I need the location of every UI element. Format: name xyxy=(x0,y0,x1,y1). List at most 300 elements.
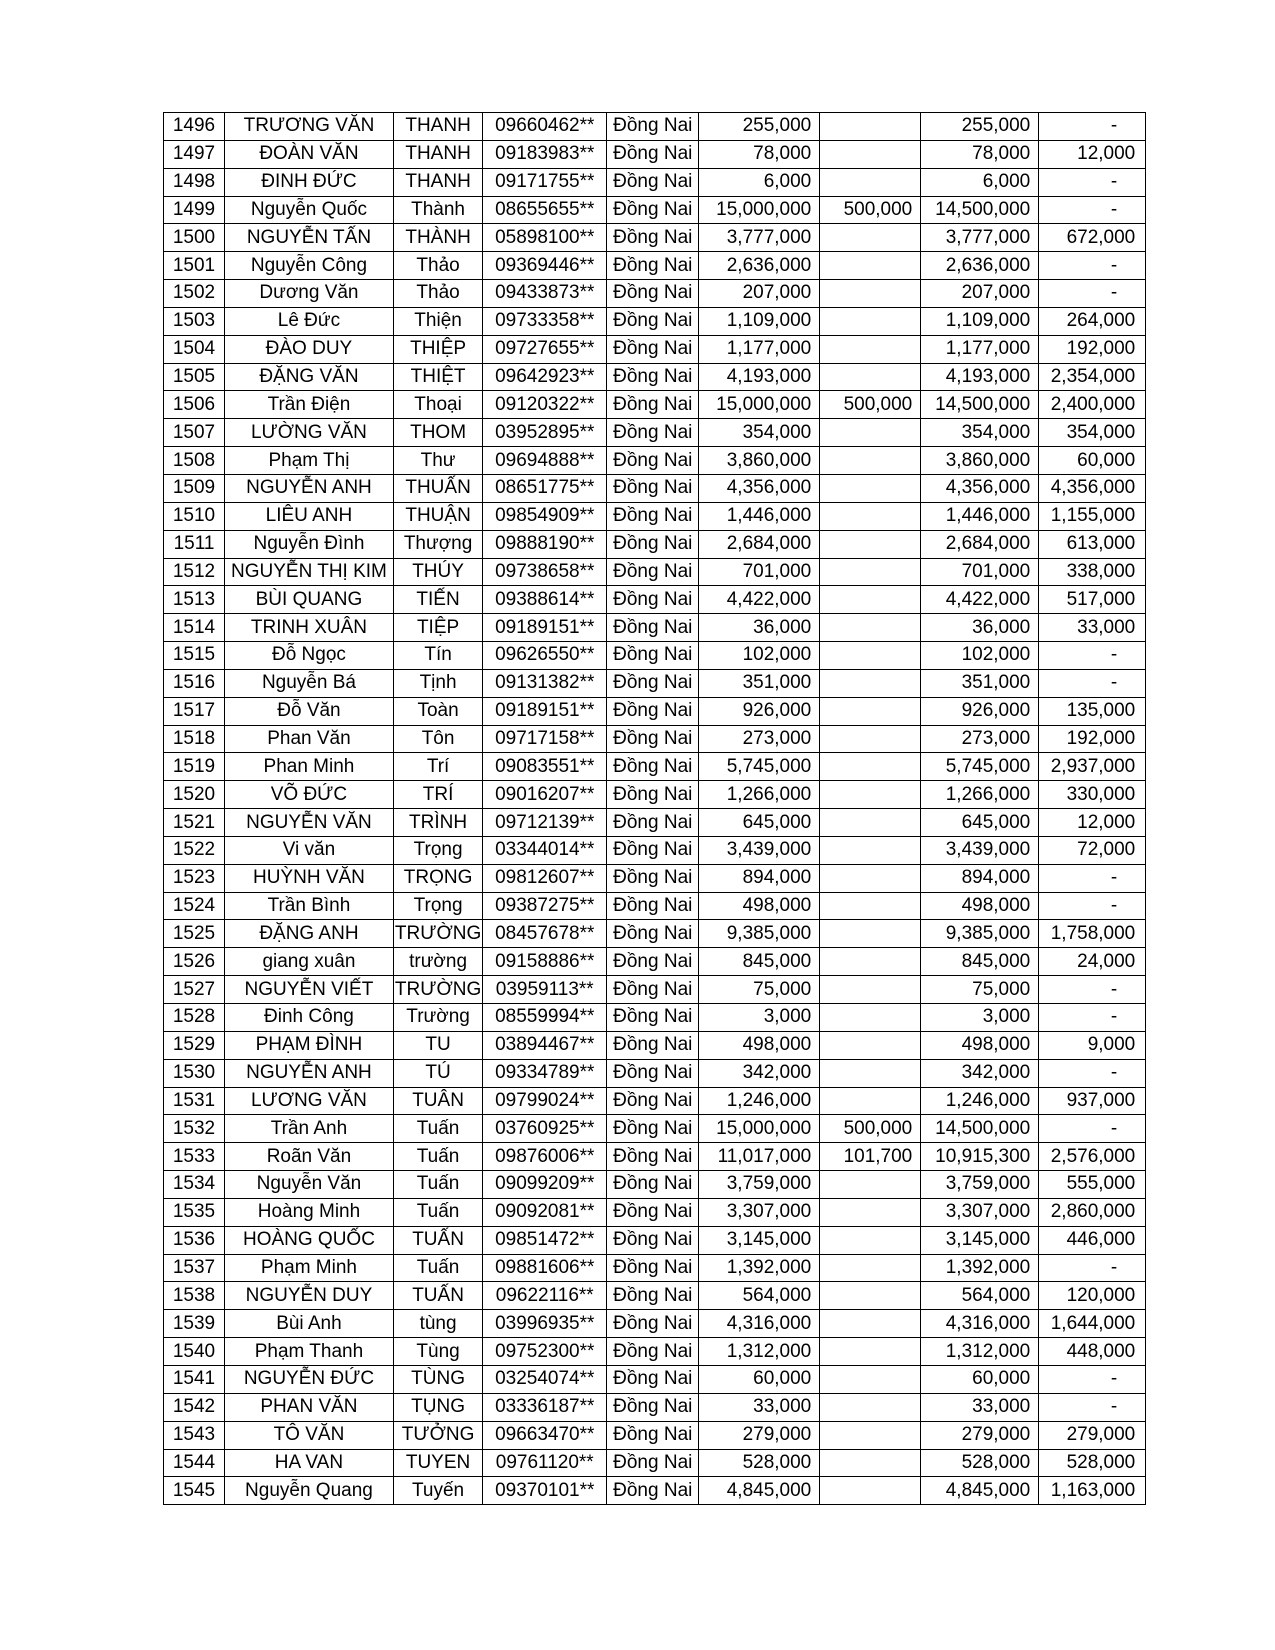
amount-cell: 15,000,000 xyxy=(699,1115,820,1143)
amount-cell: 1,266,000 xyxy=(699,781,820,809)
net-amount-cell: 14,500,000 xyxy=(921,391,1039,419)
first-name-cell: TIỆP xyxy=(393,614,482,642)
remaining-cell: - xyxy=(1039,1254,1146,1282)
table-row xyxy=(164,1198,1146,1226)
last-middle-name-cell: Nguyễn Đình xyxy=(225,530,394,558)
first-name-cell: THUẬN xyxy=(393,502,482,530)
remaining-cell: - xyxy=(1039,168,1146,196)
row-number-cell: 1524 xyxy=(164,892,225,920)
remaining-cell: 2,354,000 xyxy=(1039,363,1146,391)
table-row xyxy=(164,1338,1146,1366)
deduction-cell xyxy=(820,1031,921,1059)
deduction-cell xyxy=(820,335,921,363)
table-row xyxy=(164,614,1146,642)
last-middle-name-cell: Phạm Thanh xyxy=(225,1338,394,1366)
last-middle-name-cell: Trần Bình xyxy=(225,892,394,920)
last-middle-name-cell: TRINH XUÂN xyxy=(225,614,394,642)
amount-cell: 9,385,000 xyxy=(699,920,820,948)
row-number-cell: 1537 xyxy=(164,1254,225,1282)
amount-cell: 3,307,000 xyxy=(699,1198,820,1226)
first-name-cell: TÙNG xyxy=(393,1365,482,1393)
last-middle-name-cell: ĐẶNG ANH xyxy=(225,920,394,948)
remaining-cell: 4,356,000 xyxy=(1039,474,1146,502)
table-row xyxy=(164,196,1146,224)
remaining-cell: 1,758,000 xyxy=(1039,920,1146,948)
last-middle-name-cell: ĐINH ĐỨC xyxy=(225,168,394,196)
province-cell: Đồng Nai xyxy=(607,1477,699,1505)
phone-cell: 09388614** xyxy=(483,586,607,614)
first-name-cell: TU xyxy=(393,1031,482,1059)
table-row xyxy=(164,224,1146,252)
amount-cell: 498,000 xyxy=(699,892,820,920)
row-number-cell: 1517 xyxy=(164,697,225,725)
table-row xyxy=(164,1115,1146,1143)
last-middle-name-cell: ĐOÀN VĂN xyxy=(225,140,394,168)
last-middle-name-cell: PHAN VĂN xyxy=(225,1393,394,1421)
phone-cell: 09092081** xyxy=(483,1198,607,1226)
row-number-cell: 1527 xyxy=(164,976,225,1004)
net-amount-cell: 645,000 xyxy=(921,809,1039,837)
net-amount-cell: 926,000 xyxy=(921,697,1039,725)
last-middle-name-cell: NGUYỄN THỊ KIM xyxy=(225,558,394,586)
table-row xyxy=(164,725,1146,753)
phone-cell: 09183983** xyxy=(483,140,607,168)
remaining-cell: 2,860,000 xyxy=(1039,1198,1146,1226)
first-name-cell: Tuấn xyxy=(393,1115,482,1143)
row-number-cell: 1542 xyxy=(164,1393,225,1421)
last-middle-name-cell: VÕ ĐỨC xyxy=(225,781,394,809)
deduction-cell xyxy=(820,920,921,948)
row-number-cell: 1522 xyxy=(164,836,225,864)
deduction-cell xyxy=(820,419,921,447)
table-row xyxy=(164,1282,1146,1310)
row-number-cell: 1545 xyxy=(164,1477,225,1505)
row-number-cell: 1535 xyxy=(164,1198,225,1226)
row-number-cell: 1536 xyxy=(164,1226,225,1254)
table-row xyxy=(164,1087,1146,1115)
row-number-cell: 1530 xyxy=(164,1059,225,1087)
last-middle-name-cell: Phạm Thị xyxy=(225,447,394,475)
net-amount-cell: 3,439,000 xyxy=(921,836,1039,864)
row-number-cell: 1514 xyxy=(164,614,225,642)
amount-cell: 102,000 xyxy=(699,642,820,670)
net-amount-cell: 4,316,000 xyxy=(921,1310,1039,1338)
remaining-cell: 338,000 xyxy=(1039,558,1146,586)
remaining-cell: - xyxy=(1039,976,1146,1004)
remaining-cell: - xyxy=(1039,196,1146,224)
first-name-cell: Tín xyxy=(393,642,482,670)
table-row xyxy=(164,447,1146,475)
phone-cell: 09158886** xyxy=(483,948,607,976)
table-row xyxy=(164,113,1146,141)
first-name-cell: THÚY xyxy=(393,558,482,586)
province-cell: Đồng Nai xyxy=(607,1254,699,1282)
phone-cell: 09626550** xyxy=(483,642,607,670)
net-amount-cell: 1,246,000 xyxy=(921,1087,1039,1115)
row-number-cell: 1521 xyxy=(164,809,225,837)
data-table xyxy=(163,112,1146,1505)
deduction-cell xyxy=(820,558,921,586)
remaining-cell: 192,000 xyxy=(1039,725,1146,753)
last-middle-name-cell: Lê Đức xyxy=(225,307,394,335)
deduction-cell xyxy=(820,252,921,280)
deduction-cell xyxy=(820,809,921,837)
table-row xyxy=(164,280,1146,308)
row-number-cell: 1511 xyxy=(164,530,225,558)
net-amount-cell: 3,777,000 xyxy=(921,224,1039,252)
phone-cell: 09876006** xyxy=(483,1143,607,1171)
last-middle-name-cell: Dương Văn xyxy=(225,280,394,308)
province-cell: Đồng Nai xyxy=(607,892,699,920)
last-middle-name-cell: Trần Điện xyxy=(225,391,394,419)
amount-cell: 1,312,000 xyxy=(699,1338,820,1366)
remaining-cell: 135,000 xyxy=(1039,697,1146,725)
phone-cell: 03254074** xyxy=(483,1365,607,1393)
amount-cell: 3,777,000 xyxy=(699,224,820,252)
deduction-cell xyxy=(820,1004,921,1032)
phone-cell: 08655655** xyxy=(483,196,607,224)
amount-cell: 4,193,000 xyxy=(699,363,820,391)
table-row xyxy=(164,864,1146,892)
amount-cell: 3,145,000 xyxy=(699,1226,820,1254)
amount-cell: 6,000 xyxy=(699,168,820,196)
province-cell: Đồng Nai xyxy=(607,558,699,586)
deduction-cell xyxy=(820,1059,921,1087)
row-number-cell: 1499 xyxy=(164,196,225,224)
remaining-cell: 72,000 xyxy=(1039,836,1146,864)
province-cell: Đồng Nai xyxy=(607,1004,699,1032)
first-name-cell: TUẤN xyxy=(393,1226,482,1254)
phone-cell: 09622116** xyxy=(483,1282,607,1310)
last-middle-name-cell: NGUYỄN TẤN xyxy=(225,224,394,252)
table-row xyxy=(164,697,1146,725)
province-cell: Đồng Nai xyxy=(607,781,699,809)
net-amount-cell: 255,000 xyxy=(921,113,1039,141)
table-row xyxy=(164,140,1146,168)
province-cell: Đồng Nai xyxy=(607,976,699,1004)
first-name-cell: Trường xyxy=(393,1004,482,1032)
row-number-cell: 1497 xyxy=(164,140,225,168)
deduction-cell xyxy=(820,1449,921,1477)
net-amount-cell: 10,915,300 xyxy=(921,1143,1039,1171)
amount-cell: 342,000 xyxy=(699,1059,820,1087)
first-name-cell: THANH xyxy=(393,168,482,196)
remaining-cell: 1,644,000 xyxy=(1039,1310,1146,1338)
row-number-cell: 1518 xyxy=(164,725,225,753)
first-name-cell: Trí xyxy=(393,753,482,781)
phone-cell: 03336187** xyxy=(483,1393,607,1421)
remaining-cell: 120,000 xyxy=(1039,1282,1146,1310)
province-cell: Đồng Nai xyxy=(607,809,699,837)
deduction-cell xyxy=(820,1087,921,1115)
amount-cell: 4,422,000 xyxy=(699,586,820,614)
phone-cell: 09854909** xyxy=(483,502,607,530)
deduction-cell xyxy=(820,1226,921,1254)
amount-cell: 564,000 xyxy=(699,1282,820,1310)
first-name-cell: Thượng xyxy=(393,530,482,558)
net-amount-cell: 3,000 xyxy=(921,1004,1039,1032)
remaining-cell: 330,000 xyxy=(1039,781,1146,809)
remaining-cell: - xyxy=(1039,1393,1146,1421)
amount-cell: 33,000 xyxy=(699,1393,820,1421)
province-cell: Đồng Nai xyxy=(607,474,699,502)
deduction-cell xyxy=(820,1198,921,1226)
amount-cell: 207,000 xyxy=(699,280,820,308)
net-amount-cell: 1,109,000 xyxy=(921,307,1039,335)
province-cell: Đồng Nai xyxy=(607,1393,699,1421)
phone-cell: 09189151** xyxy=(483,614,607,642)
row-number-cell: 1509 xyxy=(164,474,225,502)
row-number-cell: 1512 xyxy=(164,558,225,586)
remaining-cell: - xyxy=(1039,642,1146,670)
province-cell: Đồng Nai xyxy=(607,1338,699,1366)
province-cell: Đồng Nai xyxy=(607,530,699,558)
remaining-cell: 1,163,000 xyxy=(1039,1477,1146,1505)
net-amount-cell: 33,000 xyxy=(921,1393,1039,1421)
row-number-cell: 1541 xyxy=(164,1365,225,1393)
first-name-cell: TIẾN xyxy=(393,586,482,614)
last-middle-name-cell: Đỗ Văn xyxy=(225,697,394,725)
row-number-cell: 1539 xyxy=(164,1310,225,1338)
row-number-cell: 1501 xyxy=(164,252,225,280)
last-middle-name-cell: ĐÀO DUY xyxy=(225,335,394,363)
last-middle-name-cell: LƯỜNG VĂN xyxy=(225,419,394,447)
deduction-cell xyxy=(820,447,921,475)
phone-cell: 08457678** xyxy=(483,920,607,948)
province-cell: Đồng Nai xyxy=(607,1143,699,1171)
last-middle-name-cell: Hoàng Minh xyxy=(225,1198,394,1226)
phone-cell: 09189151** xyxy=(483,697,607,725)
province-cell: Đồng Nai xyxy=(607,1115,699,1143)
amount-cell: 4,356,000 xyxy=(699,474,820,502)
province-cell: Đồng Nai xyxy=(607,1031,699,1059)
row-number-cell: 1540 xyxy=(164,1338,225,1366)
net-amount-cell: 9,385,000 xyxy=(921,920,1039,948)
net-amount-cell: 5,745,000 xyxy=(921,753,1039,781)
table-row xyxy=(164,530,1146,558)
row-number-cell: 1506 xyxy=(164,391,225,419)
deduction-cell xyxy=(820,725,921,753)
net-amount-cell: 75,000 xyxy=(921,976,1039,1004)
remaining-cell: 9,000 xyxy=(1039,1031,1146,1059)
last-middle-name-cell: HUỲNH VĂN xyxy=(225,864,394,892)
phone-cell: 09733358** xyxy=(483,307,607,335)
phone-cell: 09761120** xyxy=(483,1449,607,1477)
table-row xyxy=(164,252,1146,280)
net-amount-cell: 273,000 xyxy=(921,725,1039,753)
phone-cell: 09888190** xyxy=(483,530,607,558)
deduction-cell xyxy=(820,1171,921,1199)
net-amount-cell: 14,500,000 xyxy=(921,196,1039,224)
row-number-cell: 1528 xyxy=(164,1004,225,1032)
row-number-cell: 1498 xyxy=(164,168,225,196)
last-middle-name-cell: HA VAN xyxy=(225,1449,394,1477)
last-middle-name-cell: NGUYỄN DUY xyxy=(225,1282,394,1310)
last-middle-name-cell: BÙI QUANG xyxy=(225,586,394,614)
province-cell: Đồng Nai xyxy=(607,920,699,948)
table-row xyxy=(164,753,1146,781)
table-row xyxy=(164,502,1146,530)
deduction-cell xyxy=(820,892,921,920)
amount-cell: 1,109,000 xyxy=(699,307,820,335)
province-cell: Đồng Nai xyxy=(607,1087,699,1115)
remaining-cell: 672,000 xyxy=(1039,224,1146,252)
deduction-cell xyxy=(820,1365,921,1393)
first-name-cell: THÀNH xyxy=(393,224,482,252)
phone-cell: 09752300** xyxy=(483,1338,607,1366)
deduction-cell xyxy=(820,307,921,335)
amount-cell: 3,000 xyxy=(699,1004,820,1032)
table-row xyxy=(164,781,1146,809)
net-amount-cell: 498,000 xyxy=(921,1031,1039,1059)
remaining-cell: 279,000 xyxy=(1039,1421,1146,1449)
deduction-cell xyxy=(820,976,921,1004)
first-name-cell: Tuấn xyxy=(393,1171,482,1199)
first-name-cell: trường xyxy=(393,948,482,976)
phone-cell: 09727655** xyxy=(483,335,607,363)
last-middle-name-cell: Đinh Công xyxy=(225,1004,394,1032)
table-row xyxy=(164,1226,1146,1254)
first-name-cell: TRỌNG xyxy=(393,864,482,892)
first-name-cell: Tuấn xyxy=(393,1254,482,1282)
first-name-cell: Thư xyxy=(393,447,482,475)
row-number-cell: 1507 xyxy=(164,419,225,447)
amount-cell: 3,759,000 xyxy=(699,1171,820,1199)
phone-cell: 09120322** xyxy=(483,391,607,419)
table-row xyxy=(164,1393,1146,1421)
net-amount-cell: 6,000 xyxy=(921,168,1039,196)
last-middle-name-cell: giang xuân xyxy=(225,948,394,976)
amount-cell: 1,246,000 xyxy=(699,1087,820,1115)
deduction-cell xyxy=(820,502,921,530)
remaining-cell: - xyxy=(1039,669,1146,697)
first-name-cell: TRÍ xyxy=(393,781,482,809)
remaining-cell: 12,000 xyxy=(1039,140,1146,168)
deduction-cell xyxy=(820,363,921,391)
deduction-cell xyxy=(820,1282,921,1310)
table-row xyxy=(164,809,1146,837)
last-middle-name-cell: TRƯƠNG VĂN xyxy=(225,113,394,141)
deduction-cell xyxy=(820,781,921,809)
first-name-cell: TUẤN xyxy=(393,1282,482,1310)
table-row xyxy=(164,1031,1146,1059)
first-name-cell: Thảo xyxy=(393,280,482,308)
first-name-cell: TRƯỜNG xyxy=(393,920,482,948)
remaining-cell: 264,000 xyxy=(1039,307,1146,335)
first-name-cell: Tuấn xyxy=(393,1143,482,1171)
first-name-cell: Thoại xyxy=(393,391,482,419)
province-cell: Đồng Nai xyxy=(607,419,699,447)
row-number-cell: 1520 xyxy=(164,781,225,809)
table-row xyxy=(164,307,1146,335)
net-amount-cell: 701,000 xyxy=(921,558,1039,586)
net-amount-cell: 1,177,000 xyxy=(921,335,1039,363)
amount-cell: 528,000 xyxy=(699,1449,820,1477)
row-number-cell: 1523 xyxy=(164,864,225,892)
last-middle-name-cell: Roãn Văn xyxy=(225,1143,394,1171)
province-cell: Đồng Nai xyxy=(607,140,699,168)
net-amount-cell: 564,000 xyxy=(921,1282,1039,1310)
deduction-cell xyxy=(820,864,921,892)
first-name-cell: Thiện xyxy=(393,307,482,335)
province-cell: Đồng Nai xyxy=(607,280,699,308)
table-row xyxy=(164,586,1146,614)
deduction-cell xyxy=(820,1393,921,1421)
row-number-cell: 1500 xyxy=(164,224,225,252)
table-row xyxy=(164,419,1146,447)
net-amount-cell: 4,422,000 xyxy=(921,586,1039,614)
net-amount-cell: 354,000 xyxy=(921,419,1039,447)
remaining-cell: 528,000 xyxy=(1039,1449,1146,1477)
phone-cell: 09131382** xyxy=(483,669,607,697)
first-name-cell: TƯỞNG xyxy=(393,1421,482,1449)
row-number-cell: 1531 xyxy=(164,1087,225,1115)
province-cell: Đồng Nai xyxy=(607,391,699,419)
phone-cell: 03996935** xyxy=(483,1310,607,1338)
first-name-cell: Tịnh xyxy=(393,669,482,697)
remaining-cell: 2,400,000 xyxy=(1039,391,1146,419)
remaining-cell: 2,937,000 xyxy=(1039,753,1146,781)
phone-cell: 09171755** xyxy=(483,168,607,196)
net-amount-cell: 2,636,000 xyxy=(921,252,1039,280)
province-cell: Đồng Nai xyxy=(607,1282,699,1310)
amount-cell: 36,000 xyxy=(699,614,820,642)
last-middle-name-cell: Vi văn xyxy=(225,836,394,864)
net-amount-cell: 2,684,000 xyxy=(921,530,1039,558)
net-amount-cell: 1,446,000 xyxy=(921,502,1039,530)
last-middle-name-cell: LƯƠNG VĂN xyxy=(225,1087,394,1115)
province-cell: Đồng Nai xyxy=(607,642,699,670)
table-row xyxy=(164,642,1146,670)
first-name-cell: THIỆT xyxy=(393,363,482,391)
deduction-cell xyxy=(820,1254,921,1282)
table-row xyxy=(164,168,1146,196)
province-cell: Đồng Nai xyxy=(607,335,699,363)
last-middle-name-cell: TÔ VĂN xyxy=(225,1421,394,1449)
remaining-cell: - xyxy=(1039,864,1146,892)
last-middle-name-cell: NGUYỄN ANH xyxy=(225,1059,394,1087)
phone-cell: 03952895** xyxy=(483,419,607,447)
phone-cell: 09433873** xyxy=(483,280,607,308)
province-cell: Đồng Nai xyxy=(607,168,699,196)
table-body xyxy=(164,113,1146,1505)
row-number-cell: 1510 xyxy=(164,502,225,530)
phone-cell: 09660462** xyxy=(483,113,607,141)
remaining-cell: 60,000 xyxy=(1039,447,1146,475)
first-name-cell: Trọng xyxy=(393,836,482,864)
province-cell: Đồng Nai xyxy=(607,363,699,391)
phone-cell: 09881606** xyxy=(483,1254,607,1282)
last-middle-name-cell: HOÀNG QUỐC xyxy=(225,1226,394,1254)
amount-cell: 2,684,000 xyxy=(699,530,820,558)
first-name-cell: Toàn xyxy=(393,697,482,725)
first-name-cell: Tôn xyxy=(393,725,482,753)
amount-cell: 4,316,000 xyxy=(699,1310,820,1338)
province-cell: Đồng Nai xyxy=(607,697,699,725)
net-amount-cell: 342,000 xyxy=(921,1059,1039,1087)
deduction-cell xyxy=(820,280,921,308)
row-number-cell: 1513 xyxy=(164,586,225,614)
phone-cell: 09369446** xyxy=(483,252,607,280)
deduction-cell xyxy=(820,642,921,670)
last-middle-name-cell: LIÊU ANH xyxy=(225,502,394,530)
province-cell: Đồng Nai xyxy=(607,307,699,335)
net-amount-cell: 207,000 xyxy=(921,280,1039,308)
table-row xyxy=(164,474,1146,502)
deduction-cell xyxy=(820,753,921,781)
row-number-cell: 1503 xyxy=(164,307,225,335)
amount-cell: 351,000 xyxy=(699,669,820,697)
